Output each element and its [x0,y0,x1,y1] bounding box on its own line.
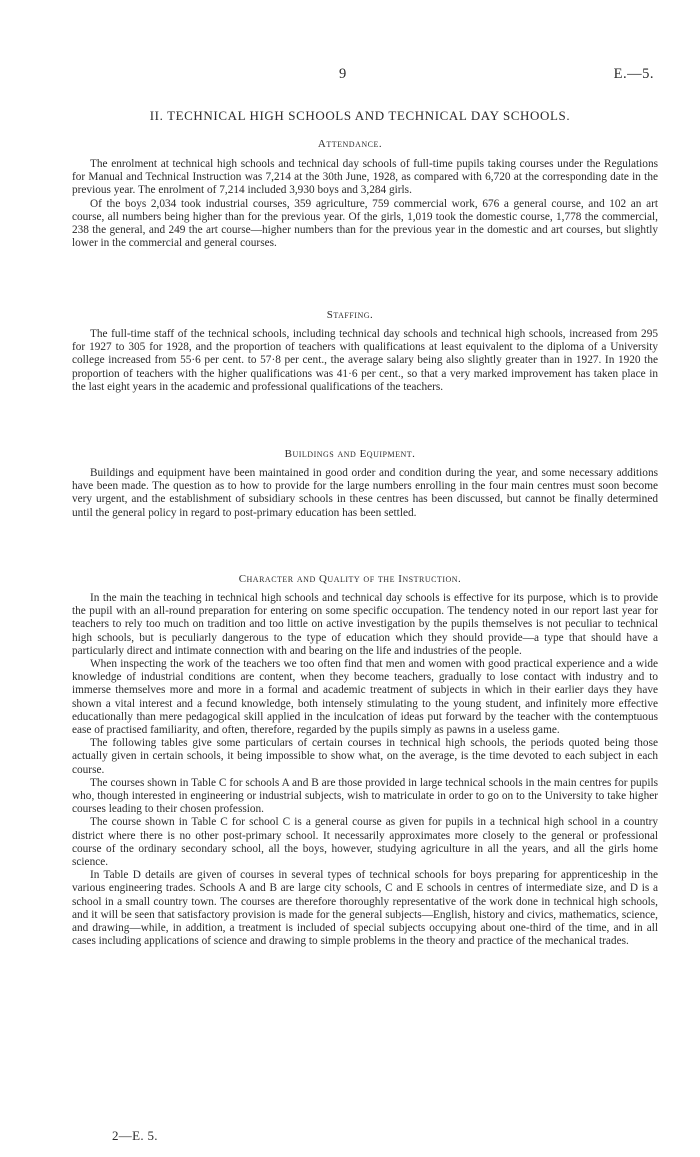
document-reference: E.—5. [613,66,654,82]
heading-attendance-text: Attendance. [317,138,383,150]
page-footer: 2—E. 5. [112,1128,158,1143]
heading-character [60,573,640,585]
section-buildings [72,467,658,520]
section-staffing [72,328,658,394]
section-attendance [72,158,658,250]
page-header [0,66,700,86]
heading-buildings [60,448,640,460]
page-number: 9 [339,66,347,82]
page-title: II. TECHNICAL HIGH SCHOOLS AND TECHNICAL DAY SCHOOLS. [149,108,571,123]
heading-attendance [60,138,640,150]
heading-character-text: Character and Quality of the Instruction. [238,573,462,585]
paragraph: The full-time staff of the technical schools, including technical day schools and technical high schools, increased from 295 for 1927 to 305 for 1928, and the proportion of teachers with qualifications at least equivalent to the diploma of a University college increased from 55·6 per cent. to 57·8 per cent., the average salary being also slightly greater than in 1927. In 1920 the proportion of teachers with the higher qualifications was 41·6 per cent., so that a very marked improvement has taken place in the last eight years in the academic and professional qualifications of the teachers. [72,328,658,393]
paragraph: In Table D details are given of courses in several types of technical schools for boys preparing for apprenticeship in the various engineering trades. Schools A and B are large city schools, C and E schools in centres of intermediate size, and D is a school in a small country town. The courses are therefore thoroughly representative of the work done in technical high schools, and it will be seen that satisfactory provision is made for the general subjects—English, history and civics, mathematics, science, and drawing—while, in addition, a treatment is included of special subjects occupying about one-third of the time, and in all cases including applications of science and drawing to simple problems in the theory and practice of the mechanical trades. [72,869,658,948]
section-character [72,592,658,948]
paragraph: Of the boys 2,034 took industrial courses, 359 agriculture, 759 commercial work, 676 a general course, and 102 an art course, all numbers being higher than for the previous year. Of the girls, 1,019 took the domestic course, 1,778 the commercial, 238 the general, and 249 the art course—higher numbers than for the previous year in the domestic and art courses, but slightly lower in the commercial and general courses. [72,197,658,250]
paragraph: The enrolment at technical high schools and technical day schools of full-time pupils taking courses under the Regulations for Manual and Technical Instruction was 7,214 at the 30th June, 1928, as compared with 6,720 at the corresponding date in the previous year. The enrolment of 7,214 included 3,930 boys and 3,284 girls. [72,158,658,197]
paragraph: The courses shown in Table C for schools A and B are those provided in large technical schools in the main centres for pupils who, though interested in engineering or industrial subjects, wish to matriculate in order to go on to the University to take higher courses leading to their chosen profession. [72,776,658,816]
heading-staffing [60,309,640,321]
paragraph: Buildings and equipment have been maintained in good order and condition during the year, and some necessary additions have been made. The question as to how to provide for the large numbers enrolling in the four main centres must soon become very urgent, and the establishment of subsidiary schools in these centres has been discussed, but cannot be finally determined until the general policy in regard to post-primary education has been settled. [72,467,658,519]
paragraph: The course shown in Table C for school C is a general course as given for pupils in a technical high school in a country district where there is no other post-primary school. It necessarily approximates more closely to the general or professional course of the ordinary secondary school, all the boys, however, studying agriculture in all the years, and all the girls home science. [72,816,658,869]
heading-buildings-text: Buildings and Equipment. [284,448,416,460]
paragraph: When inspecting the work of the teachers we too often find that men and women with good practical experience and a wide knowledge of industrial conditions are content, when they become teachers, gradually to lose contact with industry and to immerse themselves more and more in a formal and academic treatment of subjects in which in their earlier days they have shown a vital interest and a fecund knowledge, both intensely stimulating to the young student, and infinitely more effective educationally than mere pedagogical skill applied in the inculcation of ideas put forward by the teacher with the contemptuous ease of practised familiarity, and often, therefore, regarded by the pupils simply as pawns in a useless game. [72,658,658,737]
paragraph: In the main the teaching in technical high schools and technical day schools is effective for its purpose, which is to provide the pupil with an all-round preparation for entering on some specific occupation. The tendency noted in our report last year for teachers to rely too much on tradition and too little on active investigation by the pupils themselves is not peculiar to technical high schools, but is peculiarly dangerous to the type of education which they should provide—a type that should have a particularly direct and intimate connection with and bearing on the life and industries of the people. [72,592,658,657]
heading-staffing-text: Staffing. [326,309,374,321]
paragraph: The following tables give some particulars of certain courses in technical high schools, the periods quoted being those actually given in certain schools, it being impossible to show what, on the average, is the time devoted to each subject in each course. [72,737,658,776]
